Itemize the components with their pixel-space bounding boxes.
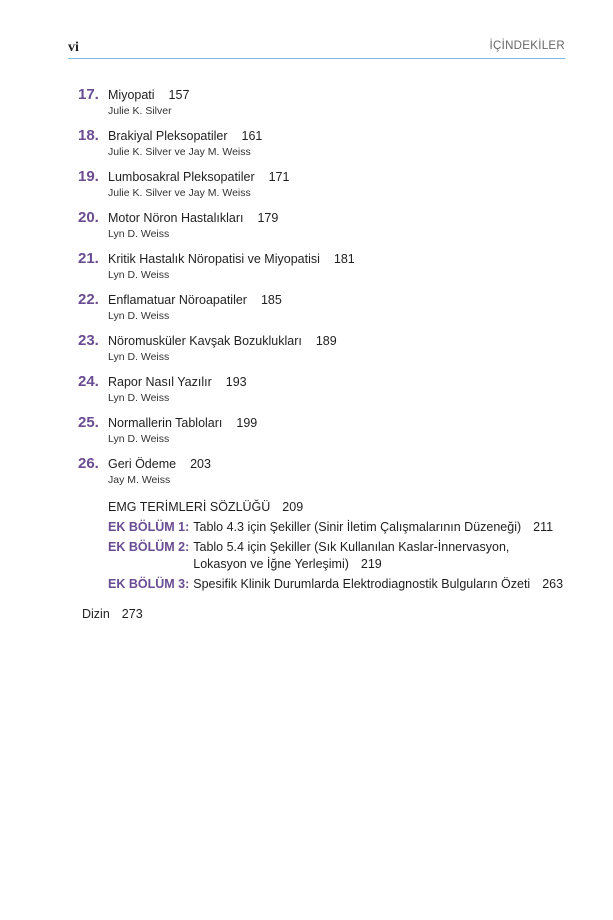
chapter-page: 203 xyxy=(190,457,211,471)
chapter-title: Brakiyal Pleksopatiler 161 xyxy=(108,129,263,143)
toc-entry[interactable] xyxy=(78,127,578,168)
chapter-author: Lyn D. Weiss xyxy=(108,269,170,281)
chapter-page: 199 xyxy=(236,416,258,430)
glossary-page: 209 xyxy=(282,500,304,514)
toc-entry[interactable] xyxy=(78,250,578,291)
chapter-number: 23. xyxy=(78,332,99,349)
appendix-entry[interactable] xyxy=(108,539,578,573)
appendix-entry[interactable] xyxy=(108,576,578,593)
chapter-number: 20. xyxy=(78,209,99,226)
toc-entry[interactable] xyxy=(78,373,578,414)
page-header xyxy=(68,38,565,59)
chapter-author: Jay M. Weiss xyxy=(108,474,171,486)
chapter-author: Lyn D. Weiss xyxy=(108,351,170,363)
chapter-title: Nöromusküler Kavşak Bozuklukları 189 xyxy=(108,334,337,348)
appendix-page: 211 xyxy=(533,520,554,534)
chapter-page: 161 xyxy=(241,129,263,143)
chapter-number: 24. xyxy=(78,373,99,390)
appendix-title: Tablo 4.3 için Şekiller (Sinir İletim Çalışmalarının Düzeneği) 211 xyxy=(193,520,554,534)
index-page: 273 xyxy=(121,607,143,621)
index-title: Dizin xyxy=(82,607,110,621)
chapter-author: Lyn D. Weiss xyxy=(108,310,170,322)
chapter-author: Lyn D. Weiss xyxy=(108,433,170,445)
toc-entry[interactable] xyxy=(78,414,578,455)
toc-entry[interactable] xyxy=(78,86,578,127)
chapter-title: Rapor Nasıl Yazılır 193 xyxy=(108,375,247,389)
chapter-title: Normallerin Tabloları 199 xyxy=(108,416,258,430)
chapter-number: 22. xyxy=(78,291,99,308)
chapter-author: Julie K. Silver ve Jay M. Weiss xyxy=(108,187,251,199)
chapter-page: 157 xyxy=(168,88,190,102)
glossary-entry[interactable] xyxy=(108,499,578,516)
chapter-page: 179 xyxy=(257,211,279,225)
chapter-page: 189 xyxy=(315,334,337,348)
table-of-contents xyxy=(78,86,578,496)
chapter-number: 26. xyxy=(78,455,99,472)
appendix-page: 219 xyxy=(360,557,382,571)
toc-entry[interactable] xyxy=(78,455,578,496)
chapter-title: Kritik Hastalık Nöropatisi ve Miyopatisi 181 xyxy=(108,252,355,266)
chapter-number: 25. xyxy=(78,414,99,431)
chapter-number: 19. xyxy=(78,168,99,185)
chapter-page: 185 xyxy=(260,293,282,307)
chapter-author: Julie K. Silver xyxy=(108,105,172,117)
chapter-page: 171 xyxy=(268,170,290,184)
chapter-page: 193 xyxy=(225,375,247,389)
chapter-title: Enflamatuar Nöroapatiler 185 xyxy=(108,293,282,307)
chapter-number: 18. xyxy=(78,127,99,144)
running-title: İÇİNDEKİLER xyxy=(489,40,565,52)
glossary-title: EMG TERİMLERİ SÖZLÜĞÜ xyxy=(108,500,271,514)
toc-entry[interactable] xyxy=(78,209,578,250)
chapter-author: Lyn D. Weiss xyxy=(108,392,170,404)
chapter-page: 181 xyxy=(333,252,355,266)
index-entry[interactable] xyxy=(82,607,143,621)
toc-entry[interactable] xyxy=(78,291,578,332)
chapter-title: Lumbosakral Pleksopatiler 171 xyxy=(108,170,290,184)
appendix-label: EK BÖLÜM 1: xyxy=(108,520,190,534)
appendix-title: Tablo 5.4 için Şekiller (Sık Kullanılan Kaslar-İnnervasyon, Lokasyon ve İğne Yerleşimi) 219 xyxy=(193,540,510,571)
chapter-author: Julie K. Silver ve Jay M. Weiss xyxy=(108,146,251,158)
appendix-label: EK BÖLÜM 2: xyxy=(108,540,190,554)
chapter-title: Miyopati 157 xyxy=(108,88,190,102)
appendix-page: 263 xyxy=(542,577,564,591)
appendix-entry[interactable] xyxy=(108,519,578,536)
toc-entry[interactable] xyxy=(78,332,578,373)
chapter-number: 21. xyxy=(78,250,99,267)
chapter-title: Geri Ödeme 203 xyxy=(108,457,211,471)
chapter-number: 17. xyxy=(78,86,99,103)
chapter-title: Motor Nöron Hastalıkları 179 xyxy=(108,211,279,225)
appendix-title: Spesifik Klinik Durumlarda Elektrodiagnostik Bulguların Özeti 263 xyxy=(193,577,564,591)
chapter-author: Lyn D. Weiss xyxy=(108,228,170,240)
appendix-label: EK BÖLÜM 3: xyxy=(108,577,190,591)
toc-entry[interactable] xyxy=(78,168,578,209)
page-folio: vi xyxy=(68,40,79,55)
back-matter xyxy=(108,499,578,596)
